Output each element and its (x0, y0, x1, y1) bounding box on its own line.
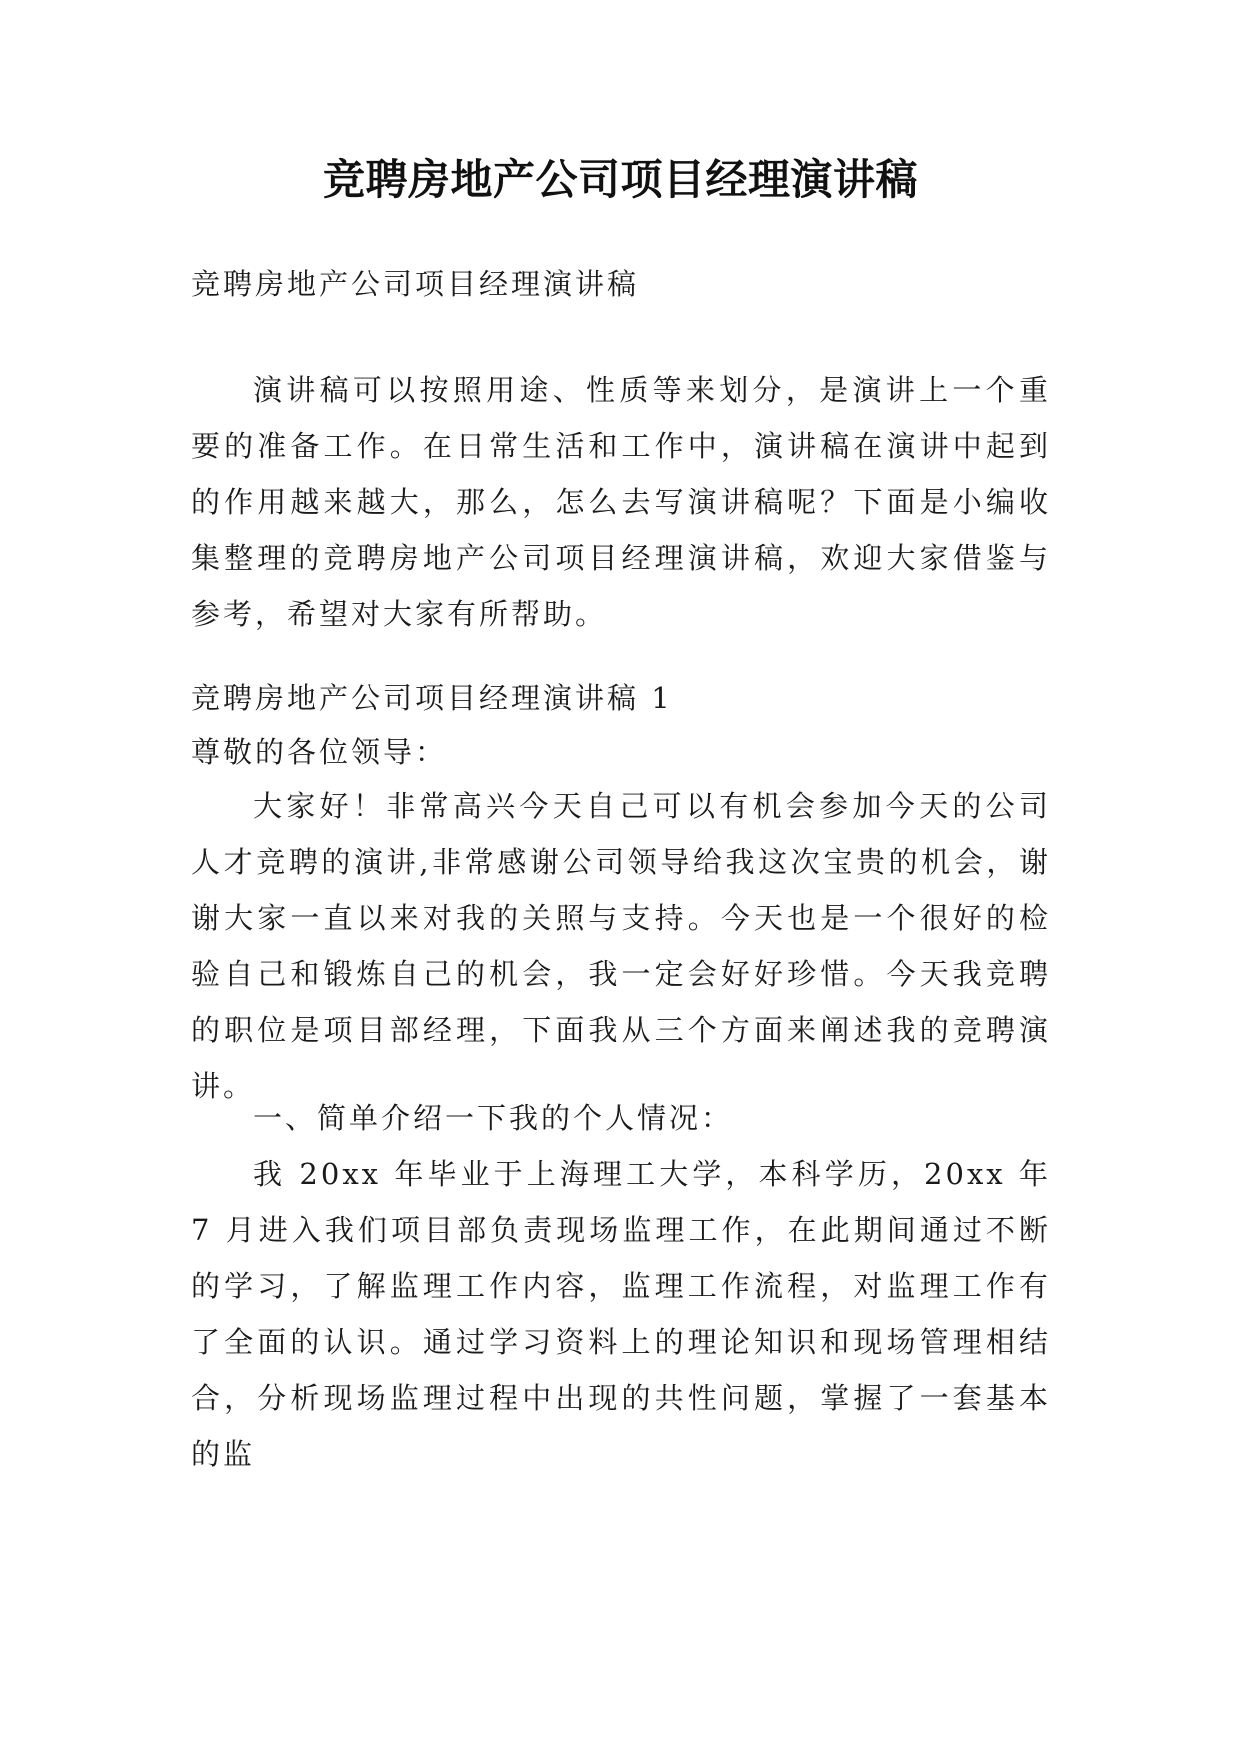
speech-paragraph-1: 大家好！非常高兴今天自己可以有机会参加今天的公司人才竞聘的演讲,非常感谢公司领导给我这次宝贵的机会，谢谢大家一直以来对我的关照与支持。今天也是一个很好的检验自己和锻炼自己的机会，我一定会好好珍惜。今天我竞聘的职位是项目部经理，下面我从三个方面来阐述我的竞聘演讲。 (191, 789, 1051, 1103)
section-heading: 竞聘房地产公司项目经理演讲稿 1 (191, 681, 673, 715)
speech-paragraph-2: 一、简单介绍一下我的个人情况： (253, 1101, 734, 1135)
speech-paragraph-3: 我 20xx 年毕业于上海理工大学，本科学历，20xx 年 7 月进入我们项目部负责现场监理工作，在此期间通过不断的学习，了解监理工作内容，监理工作流程，对监理工作有了全面的认识。通过学习资料上的理论知识和现场管理相结合，分析现场监理过程中出现的共性问题，掌握了一套基本的监 (191, 1157, 1051, 1471)
intro-paragraph: 演讲稿可以按照用途、性质等来划分，是演讲上一个重要的准备工作。在日常生活和工作中，演讲稿在演讲中起到的作用越来越大，那么，怎么去写演讲稿呢？下面是小编收集整理的竞聘房地产公司项目经理演讲稿，欢迎大家借鉴与参考，希望对大家有所帮助。 (191, 373, 1051, 631)
document-subtitle: 竞聘房地产公司项目经理演讲稿 (191, 267, 640, 301)
salutation: 尊敬的各位领导： (191, 735, 448, 769)
document-title: 竞聘房地产公司项目经理演讲稿 (322, 155, 918, 204)
